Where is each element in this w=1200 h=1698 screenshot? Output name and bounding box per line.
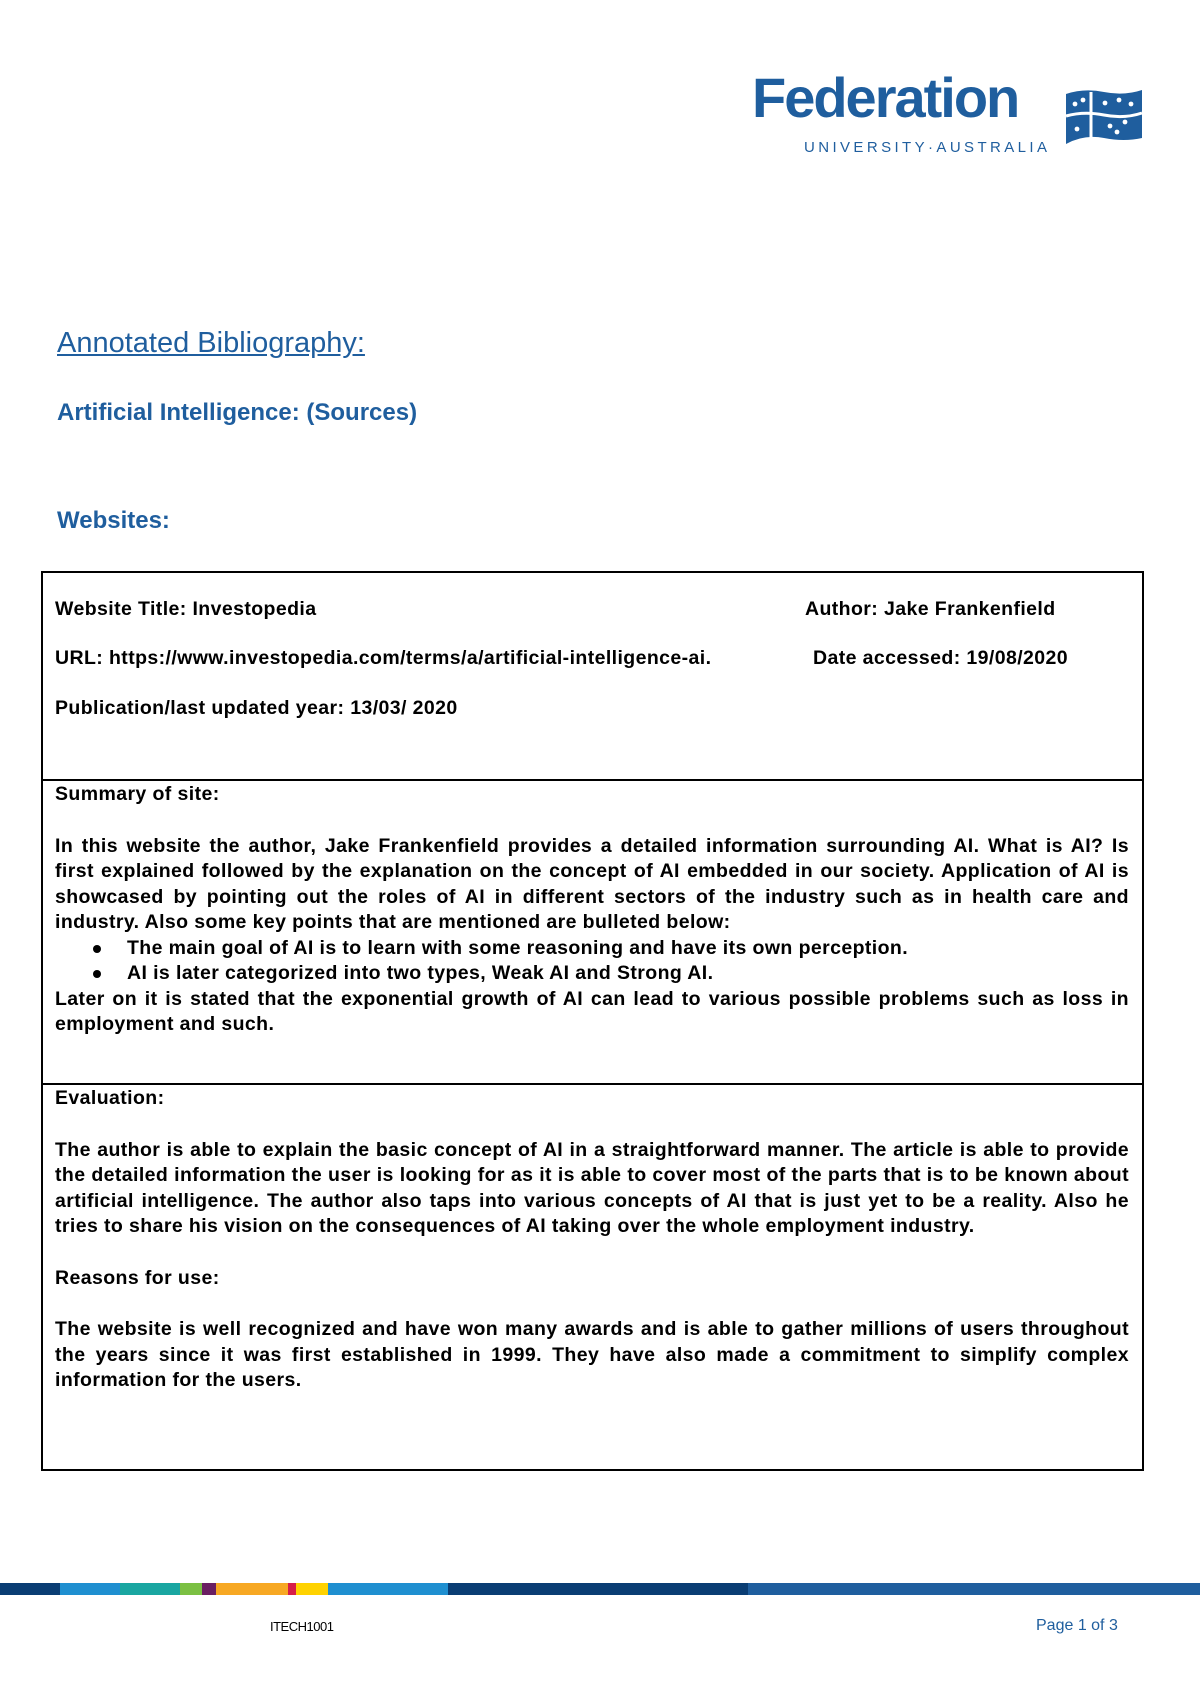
- evaluation-text: The author is able to explain the basic concept of AI in a straightforward manner. The article is able to provide the detailed information the user is looking for as it is able to cover most of the parts that is to be known about artificial intelligence. The author also taps into various concepts of AI that is just yet to be a reality. Also he tries to share his vision on the consequences of AI taking over the whole employment industry.: [55, 1138, 1129, 1237]
- bullet-item: AI is later categorized into two types, Weak AI and Strong AI.: [91, 961, 1129, 987]
- bar-segment: [748, 1583, 1200, 1595]
- bar-segment: [328, 1583, 448, 1595]
- bar-segment: [0, 1583, 60, 1595]
- bar-segment: [216, 1583, 288, 1595]
- bar-segment: [60, 1583, 120, 1595]
- page-subtitle: Artificial Intelligence: (Sources): [57, 399, 418, 426]
- summary-label: Summary of site:: [55, 783, 220, 805]
- date-accessed: Date accessed: 19/08/2020: [813, 647, 1069, 669]
- reasons-label: Reasons for use:: [55, 1266, 220, 1289]
- logo-wordmark: Federation: [752, 66, 1019, 129]
- course-code: ITECH1001: [270, 1619, 334, 1634]
- reasons-text: The website is well recognized and have won many awards and is able to gather millions of users throughout the years since it was first established in 1999. They have also made a commitment to simplify complex information for the users.: [55, 1318, 1129, 1391]
- summary-closing: Later on it is stated that the exponential growth of AI can lead to various possible problems such as loss in employment and such.: [55, 987, 1129, 1035]
- bar-segment: [180, 1583, 202, 1595]
- bar-segment: [448, 1583, 748, 1595]
- logo-tagline: UNIVERSITY·AUSTRALIA: [804, 139, 1051, 156]
- author: Author: Jake Frankenfield: [805, 598, 1056, 620]
- bullet-item: The main goal of AI is to learn with some reasoning and have its own perception.: [91, 936, 1129, 962]
- website-title: Website Title: Investopedia: [55, 598, 317, 620]
- summary-intro: In this website the author, Jake Frankenfield provides a detailed information surrounding AI. What is AI? Is first explained followed by the explanation on the concept of AI embedded in our society. Application of AI is showcased by pointing out the roles of AI in different sectors of the industry such as in health care and industry. Also some key points that are mentioned are bulleted below:: [55, 834, 1129, 933]
- footer-color-bar: [0, 1583, 1200, 1595]
- summary-bullets: [55, 936, 1129, 987]
- publication-date: Publication/last updated year: 13/03/ 2020: [55, 697, 458, 719]
- federation-flag-logo-icon: [1064, 86, 1144, 146]
- bibliography-entry: [41, 571, 1144, 1471]
- evaluation-section: [43, 1085, 1142, 1471]
- university-logo: [752, 66, 1144, 162]
- entry-header: [43, 573, 1142, 781]
- url: URL: https://www.investopedia.com/terms/a/artificial-intelligence-ai.: [55, 647, 712, 669]
- page-title: Annotated Bibliography:: [57, 327, 365, 359]
- summary-section: [43, 781, 1142, 1085]
- bar-segment: [288, 1583, 296, 1595]
- page-number: Page 1 of 3: [1036, 1617, 1118, 1634]
- evaluation-label: Evaluation:: [55, 1087, 165, 1109]
- bar-segment: [120, 1583, 180, 1595]
- bar-segment: [296, 1583, 328, 1595]
- section-heading-websites: Websites:: [57, 507, 170, 534]
- bar-segment: [202, 1583, 216, 1595]
